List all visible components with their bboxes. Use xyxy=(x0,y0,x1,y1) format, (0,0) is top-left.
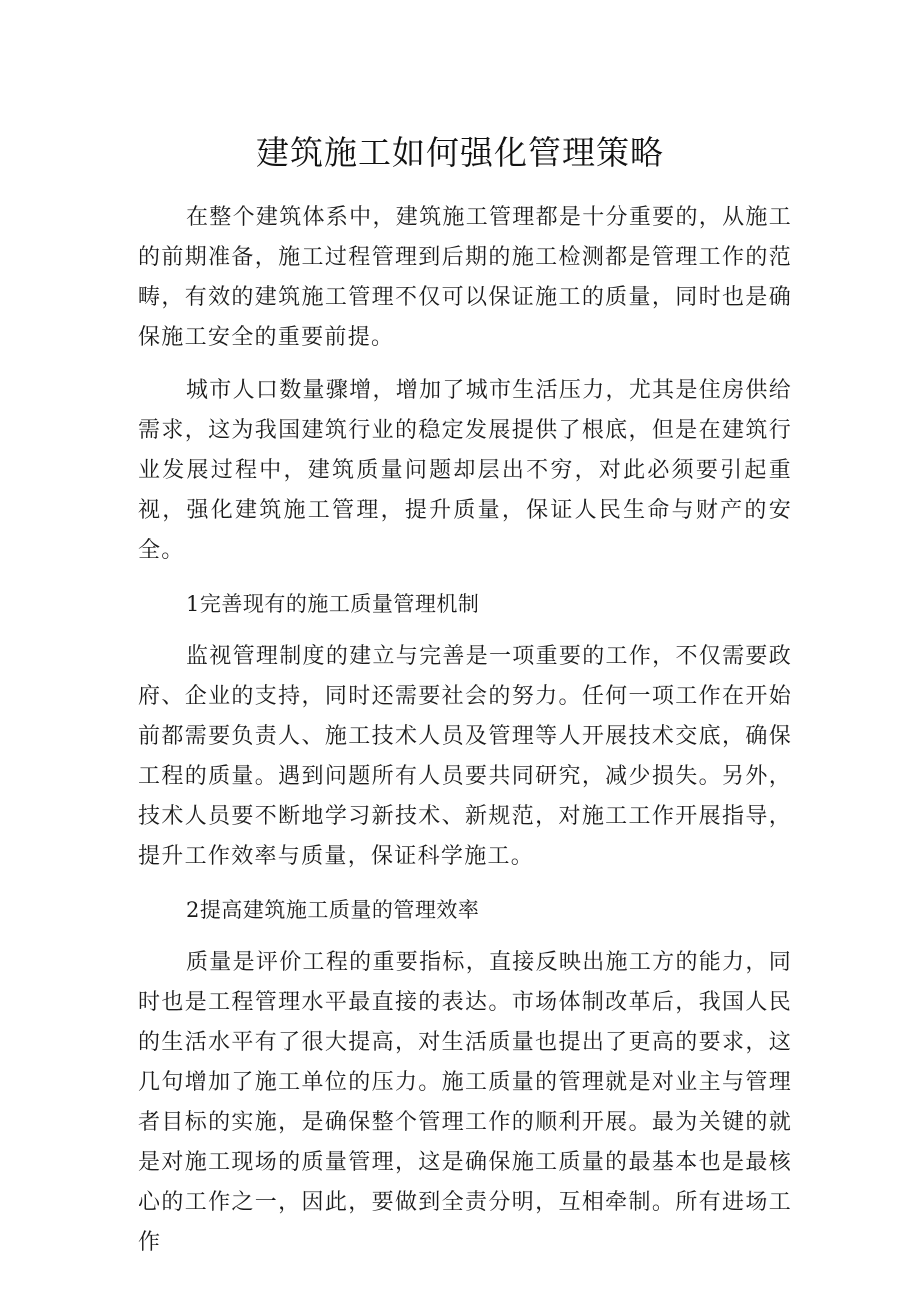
section-heading-1: 1完善现有的施工质量管理机制 xyxy=(186,592,480,616)
paragraph-section-1: 监视管理制度的建立与完善是一项重要的工作，不仅需要政府、企业的支持，同时还需要社会的努力。任何一项工作在开始前都需要负责人、施工技术人员及管理等人开展技术交底，确保工程的质量。遇到问题所有人员要共同研究，减少损失。另外，技术人员要不断地学习新技术、新规范，对施工工作开展指导，提升工作效率与质量，保证科学施工。 xyxy=(138,644,792,869)
section-heading-2: 2提高建筑施工质量的管理效率 xyxy=(186,898,480,922)
paragraph-background: 城市人口数量骤增，增加了城市生活压力，尤其是住房供给需求，这为我国建筑行业的稳定发展提供了根底，但是在建筑行业发展过程中，建筑质量问题却层出不穷，对此必须要引起重视，强化建筑施工管理，提升质量，保证人民生命与财产的安全。 xyxy=(138,378,792,563)
document-title: 建筑施工如何强化管理策略 xyxy=(256,133,664,172)
paragraph-section-2: 质量是评价工程的重要指标，直接反映出施工方的能力，同时也是工程管理水平最直接的表达。市场体制改革后，我国人民的生活水平有了很大提高，对生活质量也提出了更高的要求，这几句增加了施工单位的压力。施工质量的管理就是对业主与管理者目标的实施，是确保整个管理工作的顺利开展。最为关键的就是对施工现场的质量管理，这是确保施工质量的最基本也是最核心的工作之一，因此，要做到全责分明，互相牵制。所有进场工作 xyxy=(138,950,792,1255)
paragraph-intro: 在整个建筑体系中，建筑施工管理都是十分重要的，从施工的前期准备，施工过程管理到后期的施工检测都是管理工作的范畴，有效的建筑施工管理不仅可以保证施工的质量，同时也是确保施工安全的重要前提。 xyxy=(138,205,792,350)
document-body xyxy=(138,198,792,1276)
